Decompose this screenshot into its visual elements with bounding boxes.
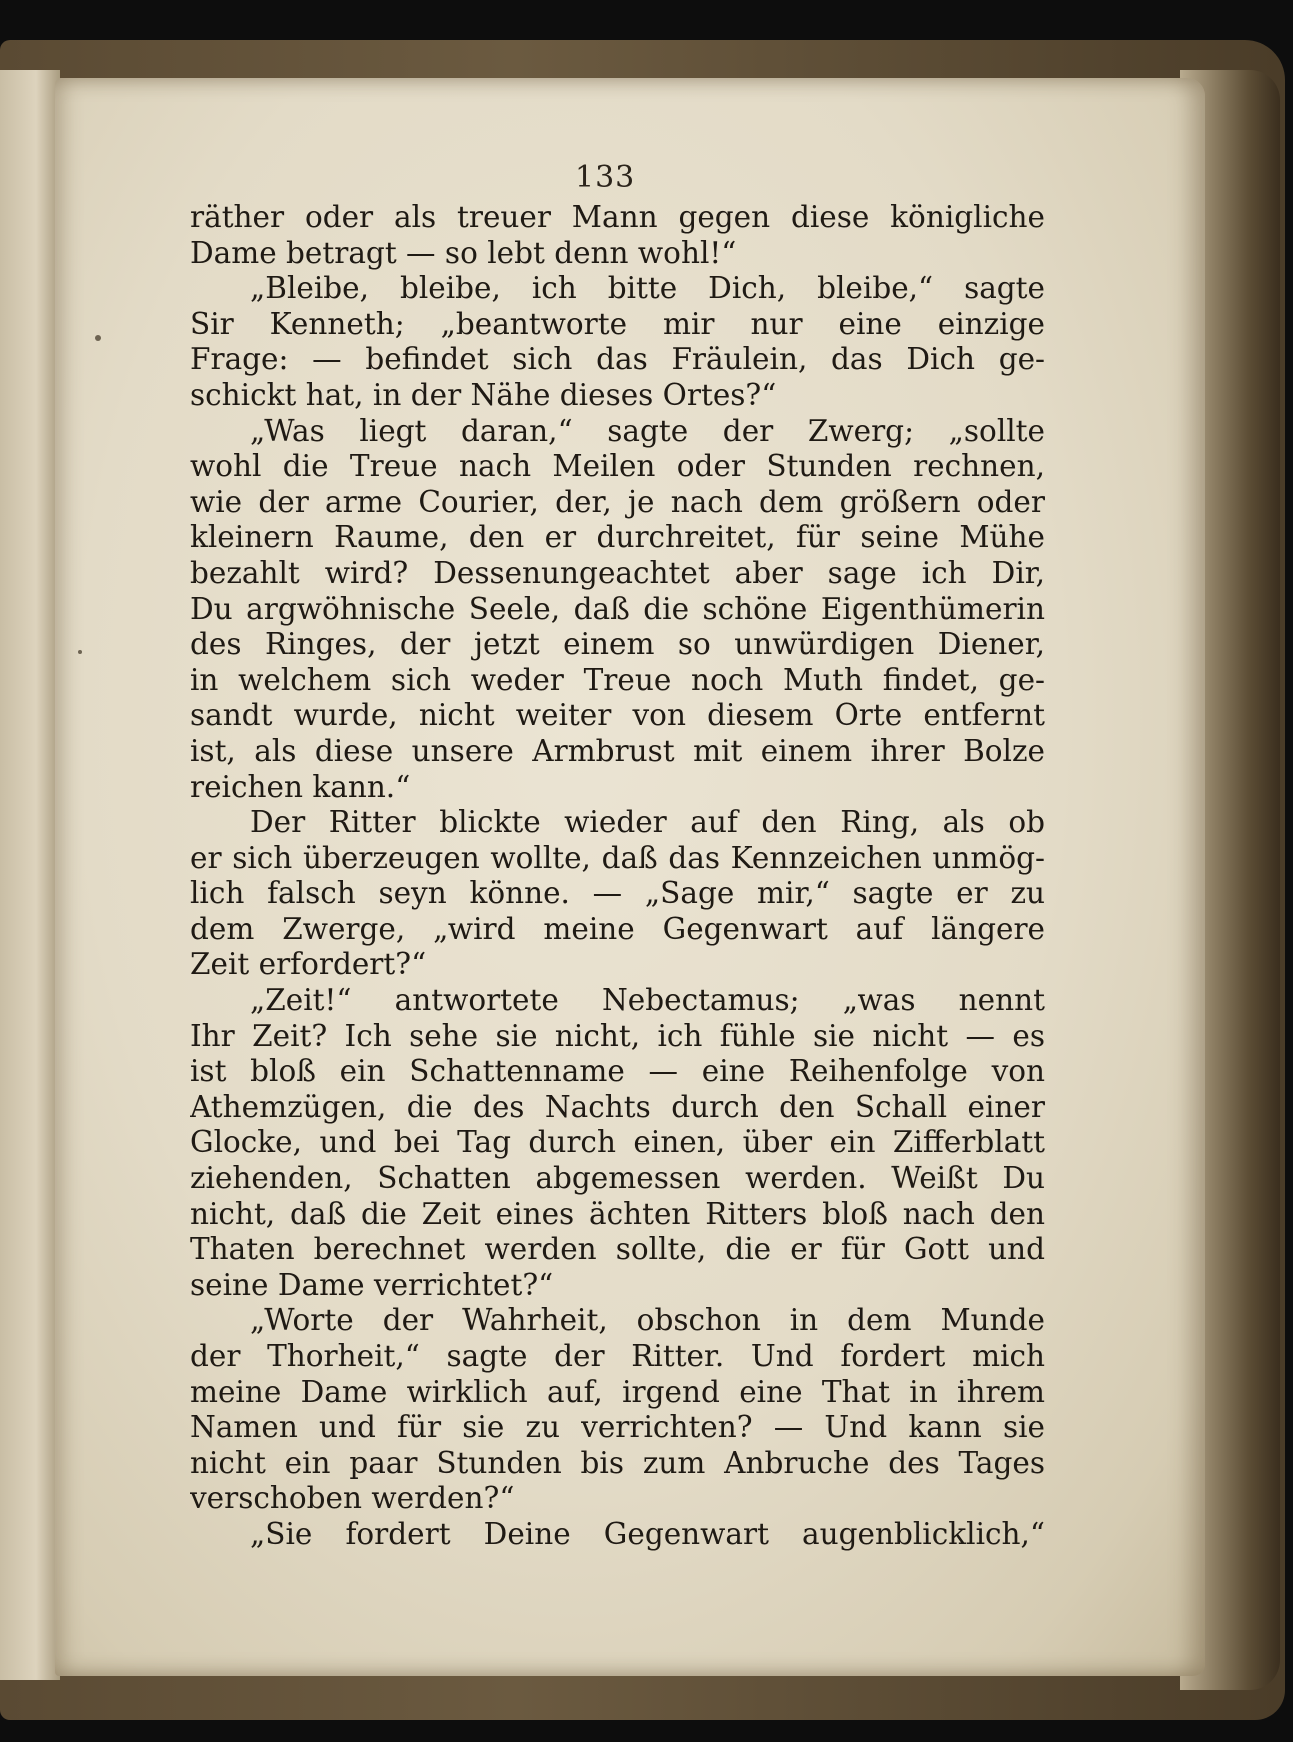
text-line: Ihr Zeit? Ich sehe sie nicht, ich fühle sie nicht — es [190, 1018, 1045, 1053]
margin-mark [95, 335, 101, 341]
text-line: Thaten berechnet werden sollte, die er für Gott und [190, 1232, 1045, 1267]
text-line: reichen kann.“ [190, 769, 411, 804]
text-line: Glocke, und bei Tag durch einen, über ein Zifferblatt [190, 1125, 1045, 1160]
text-line: kleinern Raume, den er durchreitet, für seine Mühe [190, 520, 1045, 555]
text-line: des Ringes, der jetzt einem so unwürdigen Diener, [190, 627, 1045, 662]
text-line: „Zeit!“ antwortete Nebectamus; „was nennt [250, 983, 1045, 1018]
text-line: seine Dame verrichtet?“ [190, 1267, 554, 1302]
text-line: sandt wurde, nicht weiter von diesem Orte entfernt [190, 698, 1045, 733]
text-line: wie der arme Courier, der, je nach dem größern oder [190, 484, 1045, 519]
text-line: Zeit erfordert?“ [190, 947, 427, 982]
text-line: nicht ein paar Stunden bis zum Anbruche des Tages [190, 1445, 1045, 1480]
margin-mark [78, 650, 82, 654]
text-line: meine Dame wirklich auf, irgend eine That in ihrem [190, 1374, 1045, 1409]
text-line: nicht, daß die Zeit eines ächten Ritters bloß nach den [190, 1196, 1045, 1231]
text-line: „Sie fordert Deine Gegenwart augenblicklich,“ [250, 1516, 1045, 1551]
page-number: 133 [575, 160, 636, 195]
text-line: räther oder als treuer Mann gegen diese königliche [190, 200, 1045, 234]
text-line: der Thorheit,“ sagte der Ritter. Und fordert mich [190, 1339, 1045, 1373]
text-line: „Was liegt daran,“ sagte der Zwerg; „sollte [250, 413, 1045, 448]
text-line: Dame betragt — so lebt denn wohl!“ [190, 235, 737, 270]
body-text [190, 200, 1045, 1553]
text-line: schickt hat, in der Nähe dieses Ortes?“ [190, 377, 777, 412]
text-line: er sich überzeugen wollte, daß das Kennzeichen unmög- [190, 840, 1045, 875]
text-line: Athemzügen, die des Nachts durch den Schall einer [190, 1089, 1045, 1124]
text-line: Frage: — befindet sich das Fräulein, das Dich ge- [190, 342, 1045, 377]
text-line: „Worte der Wahrheit, obschon in dem Munde [250, 1303, 1045, 1338]
text-line: wohl die Treue nach Meilen oder Stunden rechnen, [190, 449, 1045, 484]
text-line: dem Zwerge, „wird meine Gegenwart auf längere [190, 911, 1045, 946]
text-line: in welchem sich weder Treue noch Muth findet, ge- [190, 662, 1045, 697]
text-line: ist bloß ein Schattenname — eine Reihenfolge von [190, 1054, 1045, 1089]
text-line: Sir Kenneth; „beantworte mir nur eine einzige [190, 306, 1045, 341]
text-line: ist, als diese unsere Armbrust mit einem ihrer Bolze [190, 733, 1045, 768]
text-line: bezahlt wird? Dessenungeachtet aber sage ich Dir, [190, 555, 1045, 590]
text-line: „Bleibe, bleibe, ich bitte Dich, bleibe,“ sagte [250, 271, 1045, 306]
text-line: Du argwöhnische Seele, daß die schöne Eigenthümerin [190, 591, 1045, 626]
text-line: ziehenden, Schatten abgemessen werden. Weißt Du [190, 1161, 1045, 1196]
text-line: Der Ritter blickte wieder auf den Ring, als ob [250, 805, 1045, 840]
text-line: lich falsch seyn könne. — „Sage mir,“ sagte er zu [190, 876, 1045, 911]
text-line: Namen und für sie zu verrichten? — Und kann sie [190, 1410, 1045, 1445]
facing-page-edge [0, 70, 60, 1680]
text-line: verschoben werden?“ [190, 1481, 515, 1516]
